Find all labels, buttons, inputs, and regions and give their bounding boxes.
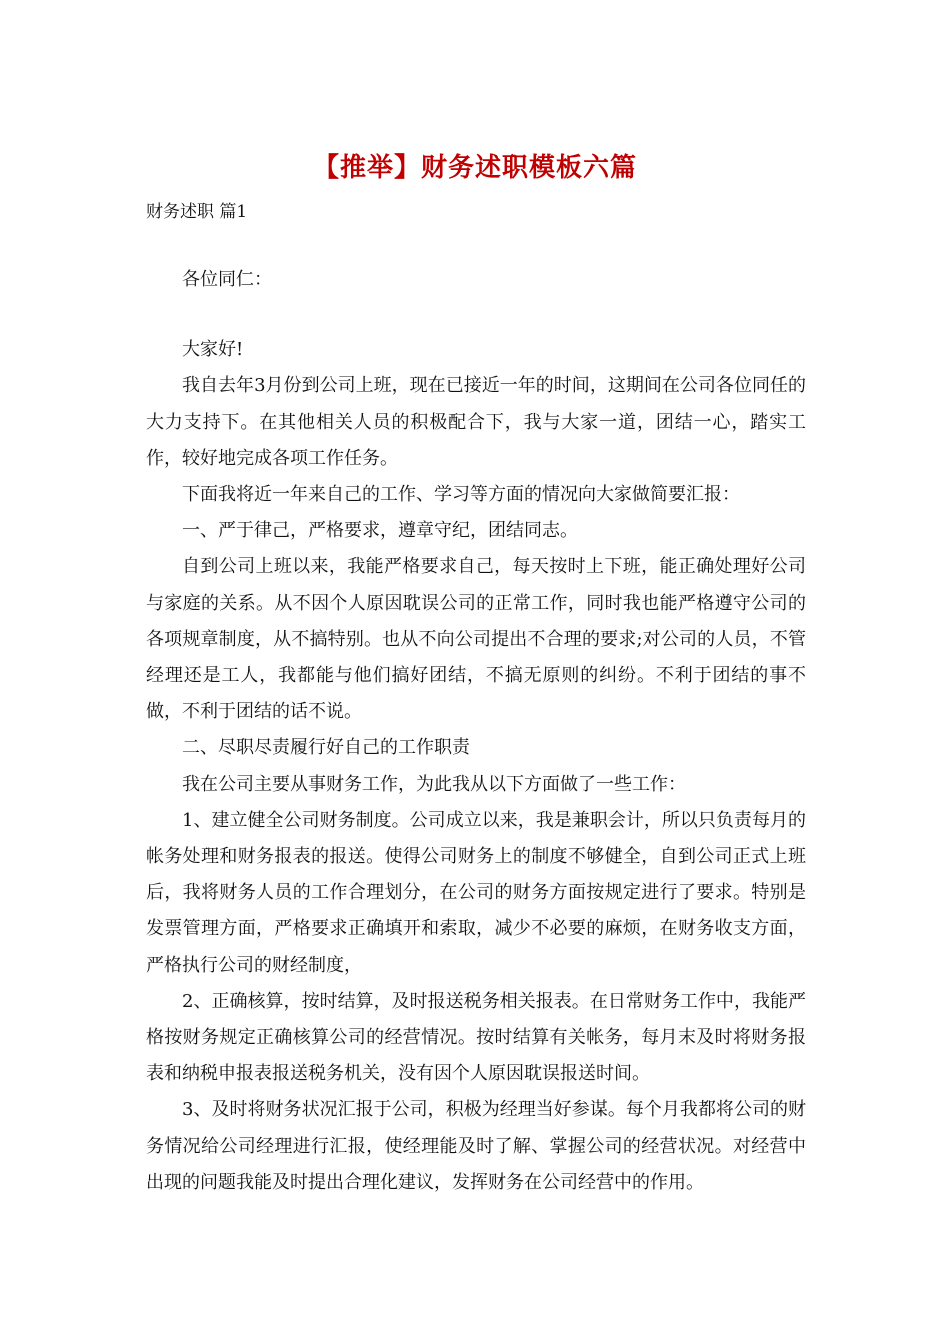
paragraph-heading: 二、尽职尽责履行好自己的工作职责 — [182, 737, 470, 759]
blank-line — [146, 298, 806, 332]
paragraph: 1、建立健全公司财务制度。公司成立以来，我是兼职会计，所以只负责每月的帐务处理和财务报表的报送。使得公司财务上的制度不够健全，自到公司正式上班后，我将财务人员的工作合理划分，在公司的财务方面按规定进行了要求。特别是发票管理方面，严格要求正确填开和索取，减少不必要的麻烦，在财务收支方面，严格执行公司的财经制度， — [146, 809, 806, 976]
paragraph: 我在公司主要从事财务工作，为此我从以下方面做了一些工作： — [182, 773, 686, 795]
paragraph: 2、正确核算，按时结算，及时报送税务相关报表。在日常财务工作中，我能严格按财务规定正确核算公司的经营情况。按时结算有关帐务，每月末及时将财务报表和纳税申报表报送税务机关，没有因个人原因耽误报送时间。 — [146, 990, 806, 1085]
document-title: 【推举】财务述职模板六篇 — [312, 153, 637, 183]
section-heading: 财务述职 篇1 — [146, 202, 248, 222]
greeting: 大家好! — [182, 339, 244, 361]
paragraph: 我自去年3月份到公司上班，现在已接近一年的时间，这期间在公司各位同任的大力支持下。在其他相关人员的积极配合下，我与大家一道，团结一心，踏实工作，较好地完成各项工作任务。 — [146, 375, 806, 469]
paragraph: 自到公司上班以来，我能严格要求自己，每天按时上下班，能正确处理好公司与家庭的关系。从不因个人原因耽误公司的正常工作，同时我也能严格遵守公司的各项规章制度，从不搞特别。也从不向公司提出不合理的要求;对公司的人员，不管经理还是工人，我都能与他们搞好团结，不搞无原则的纠纷。不利于团结的事不做，不利于团结的话不说。 — [146, 556, 806, 723]
paragraph: 下面我将近一年来自己的工作、学习等方面的情况向大家做简要汇报： — [182, 484, 740, 506]
document-body — [146, 262, 806, 1201]
paragraph: 3、及时将财务状况汇报于公司，积极为经理当好参谋。每个月我都将公司的财务情况给公司经理进行汇报，使经理能及时了解、掌握公司的经营状况。对经营中出现的问题我能及时提出合理化建议，发挥财务在公司经营中的作用。 — [146, 1099, 806, 1193]
paragraph-heading: 一、严于律己，严格要求，遵章守纪，团结同志。 — [182, 520, 578, 542]
salutation: 各位同仁： — [182, 269, 272, 290]
